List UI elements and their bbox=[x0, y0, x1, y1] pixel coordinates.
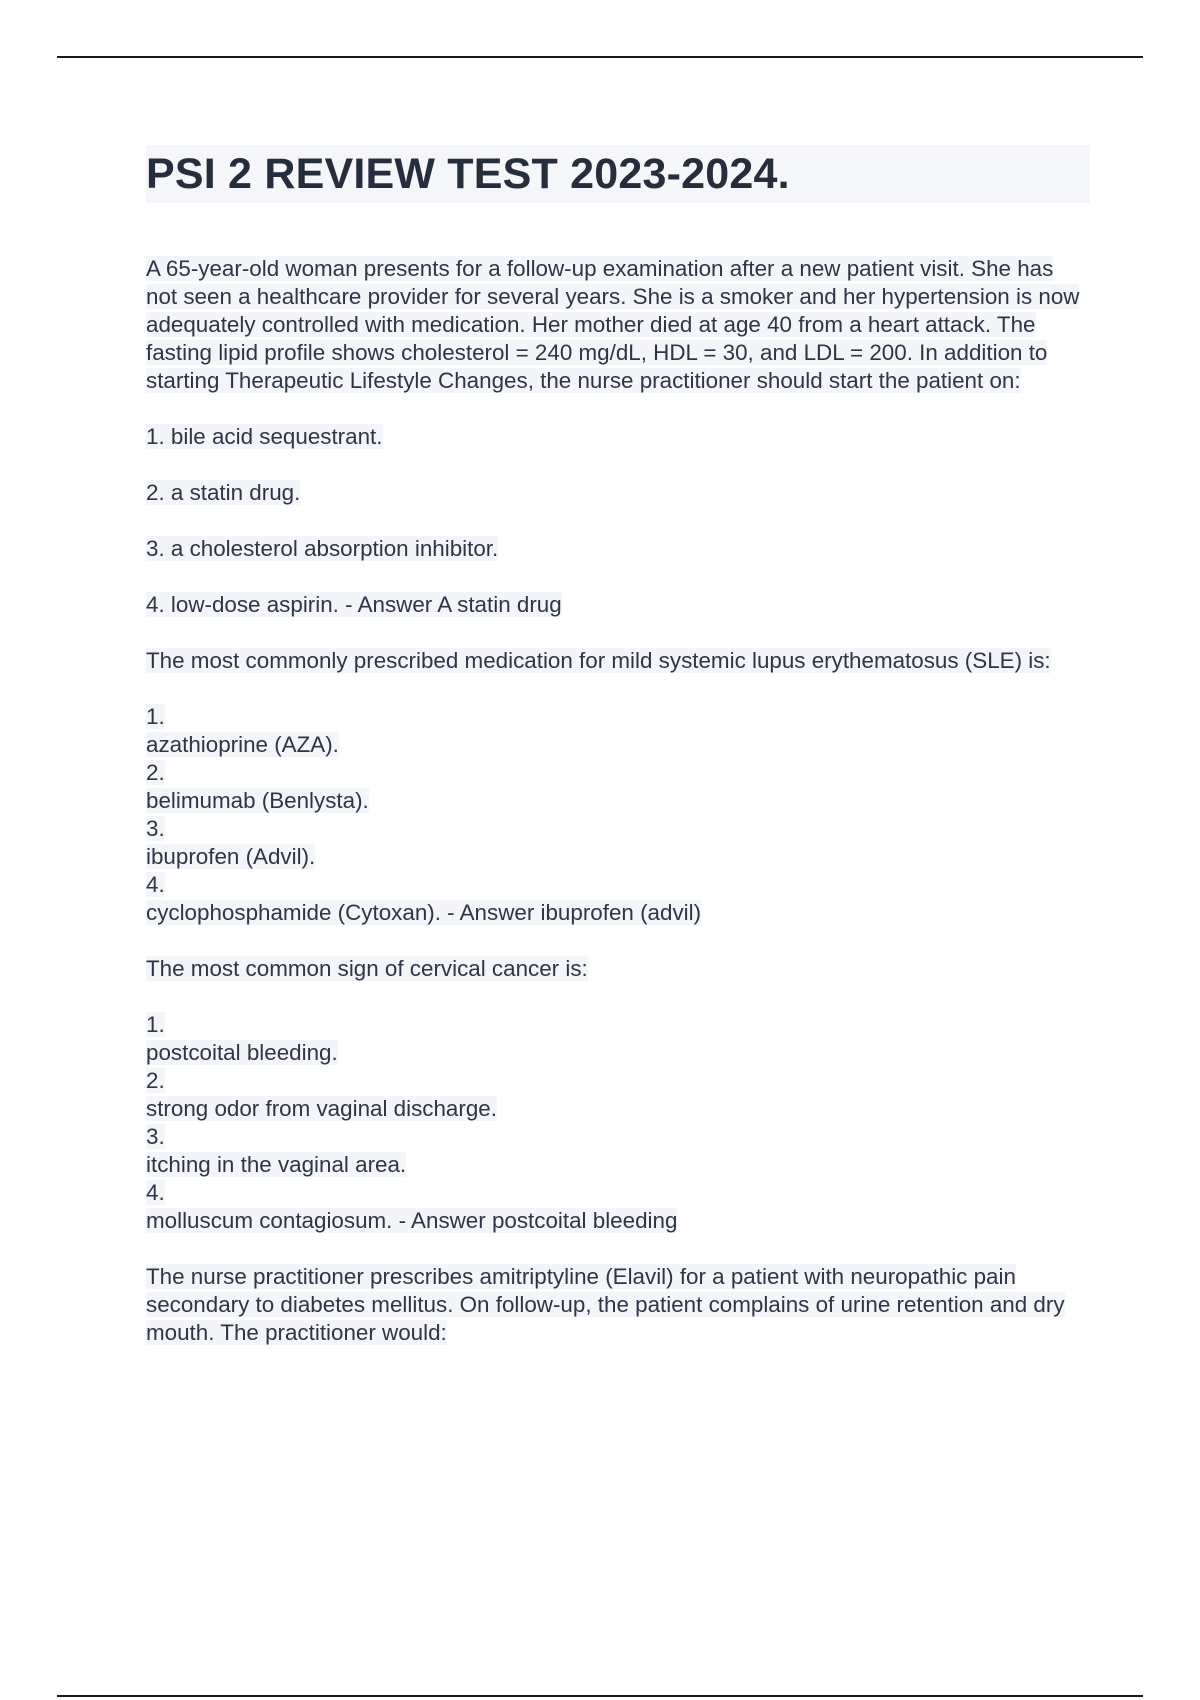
question-2-options bbox=[146, 703, 1090, 927]
option-number bbox=[146, 1123, 1090, 1151]
question-1-option-2: 2. a statin drug. bbox=[146, 480, 301, 505]
title-band bbox=[146, 145, 1090, 203]
option-text-value: postcoital bleeding. bbox=[146, 1040, 338, 1065]
option-number-text: 2. bbox=[146, 760, 165, 785]
option-text-value: strong odor from vaginal discharge. bbox=[146, 1096, 497, 1121]
option-number bbox=[146, 703, 1090, 731]
option-text-value: azathioprine (AZA). bbox=[146, 732, 339, 757]
option-number bbox=[146, 871, 1090, 899]
question-2-stem bbox=[146, 647, 1090, 675]
question-4-stem-text: The nurse practitioner prescribes amitriptyline (Elavil) for a patient with neuropathic pain secondary to diabetes mellitus. On follow-up, the patient complains of urine retention and dry mouth. The practitioner would: bbox=[146, 1264, 1065, 1345]
question-3-stem bbox=[146, 955, 1090, 983]
option-number bbox=[146, 759, 1090, 787]
option-text bbox=[146, 731, 1090, 759]
option-number bbox=[146, 815, 1090, 843]
question-3-options bbox=[146, 1011, 1090, 1235]
document-title: PSI 2 REVIEW TEST 2023-2024. bbox=[146, 149, 790, 198]
option-number-text: 4. bbox=[146, 872, 165, 897]
question-1-option bbox=[146, 423, 1090, 451]
option-number bbox=[146, 1067, 1090, 1095]
option-text-value: molluscum contagiosum. - Answer postcoital bleeding bbox=[146, 1208, 678, 1233]
option-text bbox=[146, 787, 1090, 815]
question-2-stem-text: The most commonly prescribed medication for mild systemic lupus erythematosus (SLE) is: bbox=[146, 648, 1051, 673]
option-text bbox=[146, 1095, 1090, 1123]
question-1-stem-text: A 65-year-old woman presents for a follow-up examination after a new patient visit. She has not seen a healthcare provider for several years. She is a smoker and her hypertension is now adequately controlled with medication. Her mother died at age 40 from a heart attack. The fasting lipid profile shows cholesterol = 240 mg/dL, HDL = 30, and LDL = 200. In addition to starting Therapeutic Lifestyle Changes, the nurse practitioner should start the patient on: bbox=[146, 256, 1080, 393]
document-body bbox=[146, 145, 1090, 1375]
option-text bbox=[146, 843, 1090, 871]
question-1-option bbox=[146, 479, 1090, 507]
bottom-divider bbox=[57, 1695, 1143, 1697]
option-text-value: itching in the vaginal area. bbox=[146, 1152, 407, 1177]
option-number-text: 2. bbox=[146, 1068, 165, 1093]
question-1-option-3: 3. a cholesterol absorption inhibitor. bbox=[146, 536, 499, 561]
question-1-stem bbox=[146, 255, 1090, 395]
option-number bbox=[146, 1179, 1090, 1207]
option-number-text: 1. bbox=[146, 704, 165, 729]
question-4-stem bbox=[146, 1263, 1090, 1347]
top-divider bbox=[57, 56, 1143, 58]
option-number-text: 3. bbox=[146, 816, 165, 841]
question-1-option-4-answer: 4. low-dose aspirin. - Answer A statin drug bbox=[146, 592, 562, 617]
option-number-text: 3. bbox=[146, 1124, 165, 1149]
option-number-text: 1. bbox=[146, 1012, 165, 1037]
question-3-stem-text: The most common sign of cervical cancer is: bbox=[146, 956, 588, 981]
question-1-option bbox=[146, 591, 1090, 619]
option-text bbox=[146, 1151, 1090, 1179]
option-text-answer bbox=[146, 899, 1090, 927]
option-text bbox=[146, 1039, 1090, 1067]
option-number-text: 4. bbox=[146, 1180, 165, 1205]
option-text-value: belimumab (Benlysta). bbox=[146, 788, 369, 813]
question-1-option bbox=[146, 535, 1090, 563]
question-1-option-1: 1. bile acid sequestrant. bbox=[146, 424, 383, 449]
option-number bbox=[146, 1011, 1090, 1039]
option-text-value: ibuprofen (Advil). bbox=[146, 844, 316, 869]
option-text-answer bbox=[146, 1207, 1090, 1235]
option-text-value: cyclophosphamide (Cytoxan). - Answer ibuprofen (advil) bbox=[146, 900, 702, 925]
